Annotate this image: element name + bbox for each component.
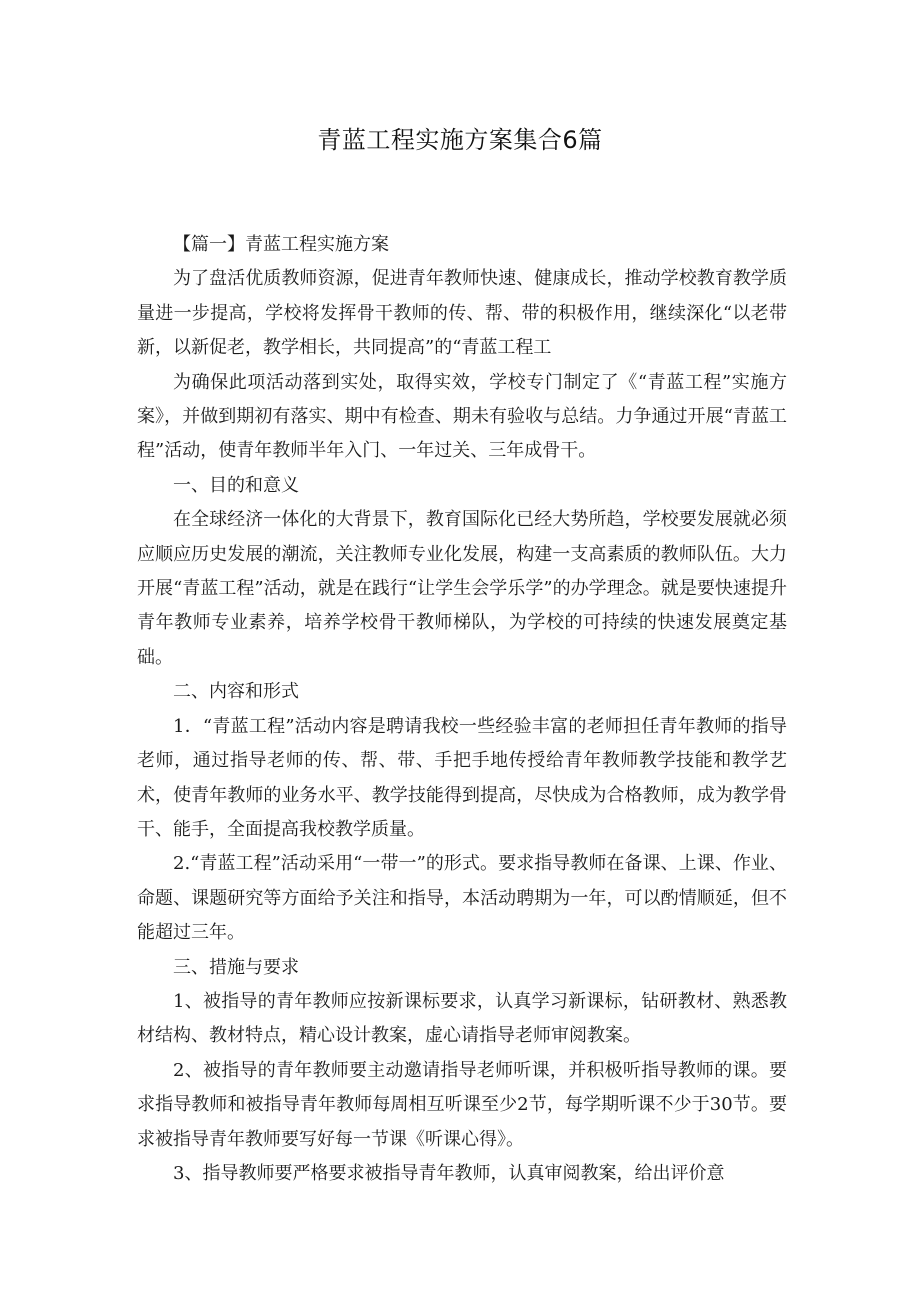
paragraph-measure-3: 3、指导教师要严格要求被指导青年教师，认真审阅教案，给出评价意 xyxy=(173,1162,725,1184)
paragraph-purpose: 在全球经济一体化的大背景下，教育国际化已经大势所趋，学校要发展就必须应顺应历史发展的潮流，关注教师专业化发展，构建一支高素质的教师队伍。大力开展“青蓝工程”活动，就是在践行“让学生会学乐学”的办学理念。就是要快速提升青年教师专业素养，培养学校骨干教师梯队，为学校的可持续的快速发展奠定基础。 xyxy=(137,509,787,668)
paragraph-measure-2: 2、被指导的青年教师要主动邀请指导老师听课，并积极听指导教师的课。要求指导教师和被指导青年教师每周相互听课至少2节，每学期听课不少于30节。要求被指导青年教师要写好每一节课《听课心得》。 xyxy=(137,1059,787,1150)
paragraph-content-1: 1．“青蓝工程”活动内容是聘请我校一些经验丰富的老师担任青年教师的指导老师，通过指导老师的传、帮、带、手把手地传授给青年教师教学技能和教学艺术，使青年教师的业务水平、教学技能得到提高，尽快成为合格教师，成为教学骨干、能手，全面提高我校教学质量。 xyxy=(137,715,787,840)
section-heading-measures: 三、措施与要求 xyxy=(173,956,299,978)
paragraph-intro: 为了盘活优质教师资源，促进青年教师快速、健康成长，推动学校教育教学质量进一步提高，学校将发挥骨干教师的传、帮、带的积极作用，继续深化“以老带新，以新促老，教学相长，共同提高”的“青蓝工程工 xyxy=(137,268,787,359)
section-heading-content: 二、内容和形式 xyxy=(173,681,299,703)
paragraph-measure-1: 1、被指导的青年教师应按新课标要求，认真学习新课标，钻研教材、熟悉教材结构、教材特点，精心设计教案，虚心请指导老师审阅教案。 xyxy=(137,990,787,1047)
paragraph-assurance: 为确保此项活动落到实处，取得实效，学校专门制定了《“青蓝工程”实施方案》，并做到期初有落实、期中有检查、期未有验收与总结。力争通过开展“青蓝工程”活动，使青年教师半年入门、一年过关、三年成骨干。 xyxy=(137,371,787,462)
section-heading-purpose: 一、目的和意义 xyxy=(173,474,299,496)
document-title: 青蓝工程实施方案集合6篇 xyxy=(317,126,603,154)
paragraph-content-2: 2.“青蓝工程”活动采用“一带一”的形式。要求指导教师在备课、上课、作业、命题、课题研究等方面给予关注和指导，本活动聘期为一年，可以酌情顺延，但不能超过三年。 xyxy=(137,853,787,944)
document-body xyxy=(137,228,787,1191)
section-heading-part-one: 【篇一】青蓝工程实施方案 xyxy=(173,234,389,255)
